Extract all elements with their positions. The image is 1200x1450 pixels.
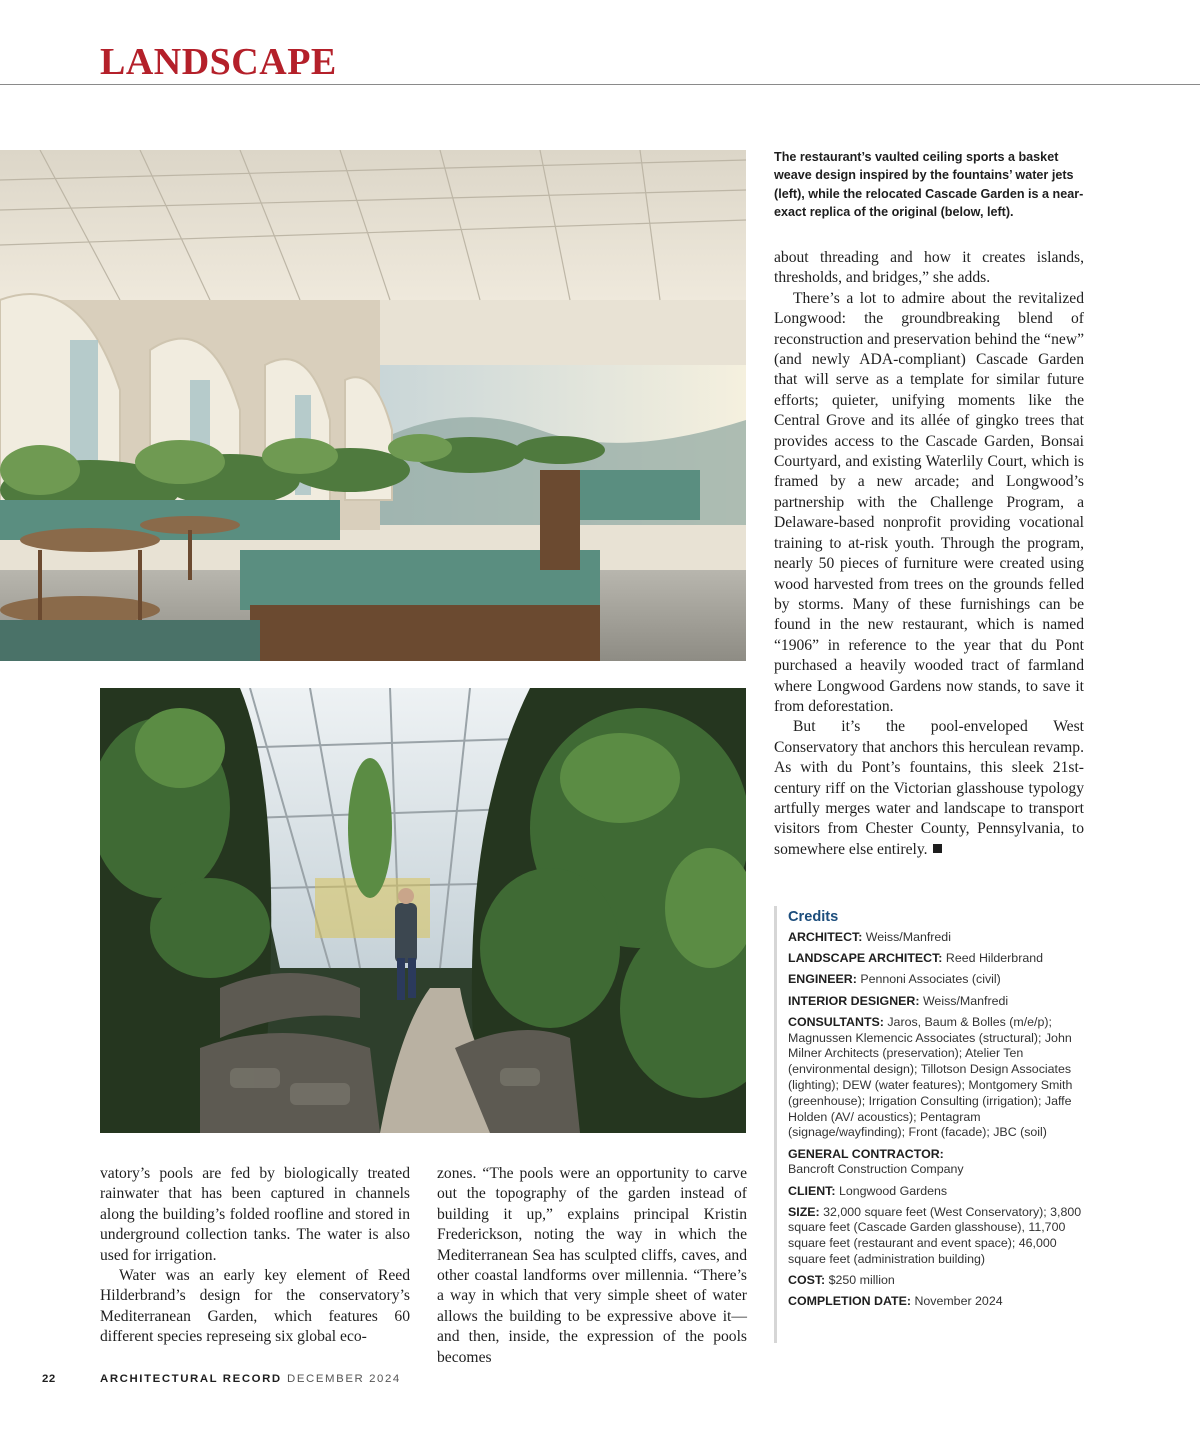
credit-value: November 2024 [914, 1294, 1003, 1309]
restaurant-photo [0, 150, 746, 661]
credit-item-interior-designer [788, 994, 1086, 1010]
credit-label: ARCHITECT: [788, 930, 863, 944]
credit-label: ENGINEER: [788, 972, 857, 987]
magazine-name: ARCHITECTURAL RECORD [100, 1373, 282, 1385]
credit-label: COST: [788, 1273, 826, 1288]
conservatory-photo [100, 688, 746, 1133]
article-paragraph: Water was an early key element of Reed Hilderbrand’s design for the conservatory’s Mediterranean Garden, which features 60 different species represeing six global eco- [100, 1267, 410, 1346]
credits-box [774, 906, 1086, 1343]
header-rule [0, 84, 1200, 85]
credit-value: Reed Hilderbrand [945, 951, 1043, 966]
credit-value: 32,000 square feet (West Conservatory); 3,800 square feet (Cascade Garden glasshouse), 11,700 square feet (restaurant and event space); 46,000 square feet (administration building) [788, 1204, 1082, 1267]
credit-value: Bancroft Construction Company [788, 1162, 964, 1177]
article-paragraph: vatory’s pools are fed by biologically treated rainwater that has been captured in channels along the building’s folded roofline and stored in underground collection tanks. The water is also used for irrigation. [100, 1165, 410, 1264]
end-mark-icon [933, 844, 942, 853]
credit-label: SIZE: [788, 1204, 820, 1219]
credit-value: Jaros, Baum & Bolles (m/e/p); Magnussen Klemencic Associates (structural); John Milner Architects (preservation); Atelier Ten (environmental design); Tillotson Design Associates (lighting); DEW (water features); Montgomery Smith (greenhouse); Irrigation Consulting (irrigation); Jaffe Holden (AV/ acoustics); Pentagram (signage/wayfinding); Front (facade); JBC (soil) [788, 1014, 1073, 1140]
article-paragraph: about threading and how it creates islands, thresholds, and bridges,” she adds. [774, 249, 1084, 287]
article-paragraph: zones. “The pools were an opportunity to carve out the topography of the garden instead of building it up,” explains principal Kristin Frederickson, noting the way in which the Mediterranean Sea has sculpted cliffs, caves, and other coastal landforms over millennia. “There’s a way in which that very simple sheet of water allows the building to be expressive above it—and then, inside, the expression of the pools becomes [437, 1165, 747, 1366]
article-paragraph: There’s a lot to admire about the revitalized Longwood: the groundbreaking blend of reconstruction and preservation behind the “new” (and newly ADA-compliant) Cascade Garden that will serve as a template for similar future efforts; quieter, unifying moments like the Central Grove and its allée of gingko trees that provides access to the Cascade Garden, Bonsai Courtyard, and existing Waterlily Court, which is framed by a new arcade; and Longwood’s partnership with the Challenge Program, a Delaware-based nonprofit providing vocational training to at-risk youth. Through the program, nearly 50 pieces of furniture were created using wood harvested from trees on the grounds felled by storms. Many of these furnishings can be found in the new restaurant, which is named “1906” in reference to the year that du Pont purchased a heavily wooded tract of farmland where Longwood Gardens now stands, to save it from deforestation. [774, 289, 1084, 715]
credit-label: CLIENT: [788, 1183, 836, 1198]
credit-item-general-contractor [788, 1147, 1086, 1179]
credit-label: GENERAL CONTRACTOR: [788, 1146, 944, 1161]
credit-value: Weiss/Manfredi [865, 930, 951, 944]
issue-date: DECEMBER 2024 [287, 1373, 401, 1385]
credit-item-client [788, 1184, 1086, 1200]
credit-value: Longwood Gardens [838, 1183, 948, 1198]
credit-label: COMPLETION DATE: [788, 1294, 911, 1309]
photo-caption: The restaurant’s vaulted ceiling sports a basket weave design inspired by the fountains’ water jets (left), while the relocated Cascade Garden is a near-exact replica of the original (below, left). [774, 150, 1084, 220]
credit-item-architect [788, 930, 1086, 946]
credit-label: INTERIOR DESIGNER: [788, 993, 920, 1008]
credit-item-completion-date [788, 1294, 1086, 1310]
article-right-column [774, 248, 1084, 860]
credit-item-landscape-architect [788, 951, 1086, 967]
article-paragraph [774, 717, 1084, 860]
credit-label: LANDSCAPE ARCHITECT: [788, 951, 943, 966]
article-paragraph-text: But it’s the pool-enveloped West Conservatory that anchors this herculean revamp. As with du Pont’s fountains, this sleek 21st-century riff on the Victorian glasshouse typology artfully merges water and landscape to transport visitors from Chester County, Pennsylvania, to somewhere else entirely. [774, 718, 1084, 858]
credit-value: Weiss/Manfredi [922, 993, 1009, 1008]
article-left-column-a [100, 1164, 410, 1348]
credit-item-consultants [788, 1015, 1086, 1141]
credit-item-engineer [788, 972, 1086, 988]
credit-item-size [788, 1205, 1086, 1268]
article-left-column-b [437, 1164, 747, 1368]
credit-value: $250 million [828, 1273, 895, 1288]
credit-item-cost [788, 1273, 1086, 1289]
credit-value: Pennoni Associates (civil) [860, 972, 1001, 987]
page-number: 22 [42, 1373, 56, 1385]
credits-title: Credits [788, 909, 839, 925]
credit-label: CONSULTANTS: [788, 1014, 884, 1029]
section-title: LANDSCAPE [100, 41, 337, 83]
